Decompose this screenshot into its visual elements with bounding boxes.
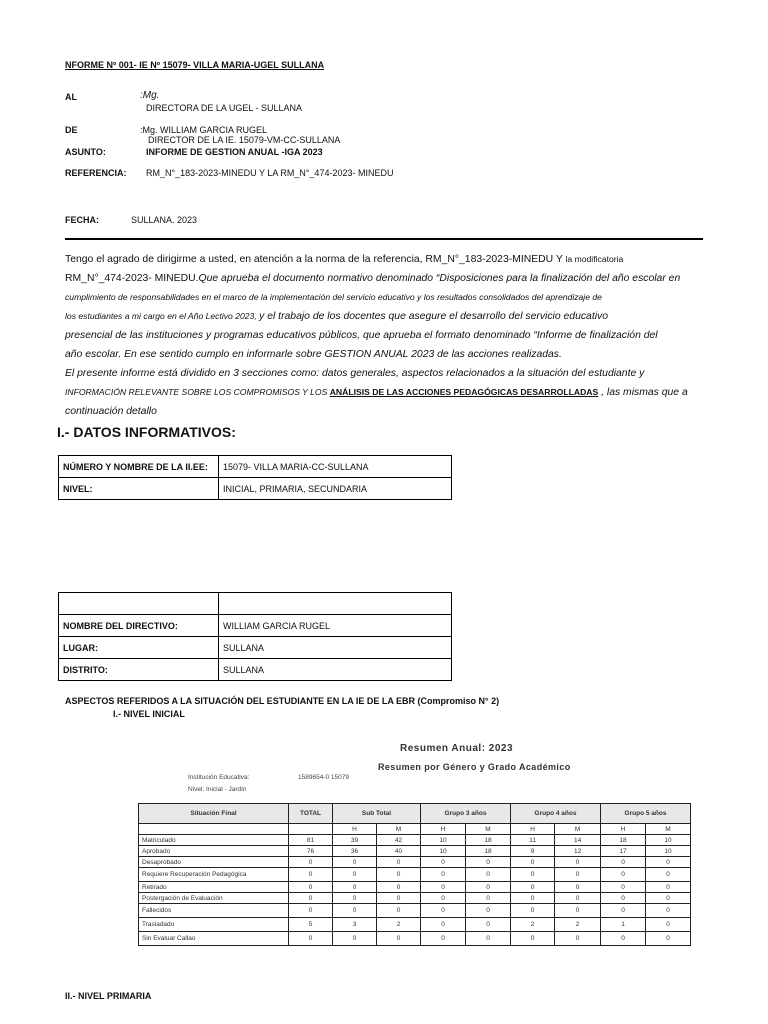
para-line-2: RM_N°_474-2023- MINEDU. (65, 273, 199, 284)
section-nivel-primaria-title: II.- NIVEL PRIMARIA (65, 991, 152, 1001)
table-cell: 0 (466, 868, 511, 882)
table-cell: 0 (421, 882, 466, 893)
table-cell: 5 (289, 918, 333, 932)
de-label: DE (65, 125, 78, 135)
table-cell: 0 (646, 857, 691, 868)
table-row (139, 835, 691, 846)
table-label: NIVEL: (59, 478, 219, 500)
table-cell: 3 (333, 918, 377, 932)
table-cell: 0 (466, 882, 511, 893)
empty-cell (139, 824, 289, 835)
para-line-1: Tengo el agrado de dirigirme a usted, en atención a la norma de la referencia, RM_N°_183-2023-MINEDU Y (65, 254, 566, 265)
asunto-value: INFORME DE GESTION ANUAL -IGA 2023 (146, 147, 323, 157)
table-cell: 0 (421, 904, 466, 918)
ie-value: 1589654-0 15079 (298, 774, 349, 781)
row-label: Matriculado (139, 835, 289, 846)
para-line-9: continuación detallo (65, 406, 157, 417)
table-cell: 0 (511, 868, 555, 882)
table-cell: 42 (377, 835, 421, 846)
para-line-4-small: los estudiantes a mi cargo en el Año Lectivo 2023, (65, 311, 260, 321)
resumen-subtitle: Resumen por Género y Grado Académico (378, 762, 571, 772)
table-cell: 0 (601, 904, 646, 918)
column-header: Situación Final (139, 804, 289, 824)
table-row (59, 637, 452, 659)
para-line-6: año escolar. En ese sentido cumplo en informarle sobre GESTION ANUAL 2023 de las acciones realizadas. (65, 349, 562, 360)
ie-label: Institución Educativa: (188, 774, 250, 781)
para-line-5: presencial de las instituciones y programas educativos públicos, que aprueba el formato denominado “Informe de finalización del (65, 330, 658, 341)
sub-header: M (377, 824, 421, 835)
table-row (139, 846, 691, 857)
table-cell: 0 (289, 857, 333, 868)
sub-header: H (421, 824, 466, 835)
table-cell: 0 (421, 918, 466, 932)
table-cell: 0 (466, 904, 511, 918)
row-label: Sin Evaluar Callao (139, 932, 289, 946)
table-cell: 0 (511, 882, 555, 893)
row-label: Requiere Recuperación Pedagógica (139, 868, 289, 882)
table-cell: 0 (555, 932, 601, 946)
table-cell: 0 (377, 857, 421, 868)
table-cell: 14 (555, 835, 601, 846)
table-cell: 2 (511, 918, 555, 932)
column-header: TOTAL (289, 804, 333, 824)
intro-paragraph (65, 250, 722, 421)
table-cell: 12 (555, 846, 601, 857)
table-cell: 39 (333, 835, 377, 846)
table-cell: 0 (333, 882, 377, 893)
table-cell: 0 (646, 918, 691, 932)
para-line-4: y el trabajo de los docentes que asegure el desarrollo del servicio educativo (259, 311, 608, 322)
table-cell: 10 (646, 835, 691, 846)
table-value: WILLIAM GARCIA RUGEL (219, 615, 452, 637)
table-row (139, 932, 691, 946)
table-cell: 36 (333, 846, 377, 857)
section-aspectos-title: ASPECTOS REFERIDOS A LA SITUACIÓN DEL ESTUDIANTE EN LA IE DE LA EBR (Compromiso N° 2) (65, 696, 500, 706)
table-cell: 0 (601, 868, 646, 882)
table-cell: 0 (555, 868, 601, 882)
table-value: SULLANA (219, 659, 452, 681)
section-datos-title: I.- DATOS INFORMATIVOS: (57, 424, 236, 440)
resumen-table (138, 803, 691, 946)
table-row (59, 659, 452, 681)
table-cell: 0 (289, 868, 333, 882)
column-header: Sub Total (333, 804, 421, 824)
table-cell: 0 (421, 857, 466, 868)
table-cell: 0 (466, 857, 511, 868)
table-value: SULLANA (219, 637, 452, 659)
para-line-8-caps: INFORMACIÓN RELEVANTE SOBRE LOS COMPROMISOS Y LOS (65, 387, 330, 397)
table-label: NÚMERO Y NOMBRE DE LA II.EE: (59, 456, 219, 478)
table-label: LUGAR: (59, 637, 219, 659)
table-cell: 0 (511, 904, 555, 918)
table-cell: 0 (466, 932, 511, 946)
table-cell: 0 (646, 882, 691, 893)
table-cell: 0 (421, 932, 466, 946)
de-value: :Mg. WILLIAM GARCIA RUGEL (140, 125, 268, 135)
table-row (59, 456, 452, 478)
row-label: Fallecidos (139, 904, 289, 918)
fecha-value: SULLANA. 2023 (131, 215, 198, 225)
table-cell: 0 (289, 893, 333, 904)
column-header: Grupo 3 años (421, 804, 511, 824)
para-line-3: cumplimiento de responsabilidades en el marco de la implementación del servicio educativo y los resultados consolidados del aprendizaje de (65, 292, 602, 302)
para-line-1-small: la modificatoria (565, 254, 624, 264)
row-label: Trasladado (139, 918, 289, 932)
table-cell: 40 (377, 846, 421, 857)
para-line-2-italic: Que aprueba el documento normativo denominado “Disposiciones para la finalización del año escolar en (198, 273, 681, 284)
resumen-title: Resumen Anual: 2023 (400, 743, 514, 754)
table-cell: 18 (466, 846, 511, 857)
table-cell: 0 (333, 893, 377, 904)
asunto-label: ASUNTO: (65, 147, 106, 157)
para-line-8-end: , las mismas que a (598, 387, 688, 398)
table-subheader-row (139, 824, 691, 835)
table-row (139, 893, 691, 904)
de-sub: DIRECTOR DE LA IE. 15079-VM-CC-SULLANA (148, 135, 341, 145)
table-value: INICIAL, PRIMARIA, SECUNDARIA (219, 478, 452, 500)
table-cell: 0 (377, 904, 421, 918)
table-cell: 0 (601, 882, 646, 893)
para-line-7: El presente informe está dividido en 3 secciones como: datos generales, aspectos relacionados a la situación del estudiante y (65, 368, 645, 379)
table-value: 15079- VILLA MARIA-CC-SULLANA (219, 456, 452, 478)
table-cell: 0 (511, 893, 555, 904)
table-cell: 0 (289, 932, 333, 946)
resumen-body (139, 835, 691, 946)
table-cell: 0 (421, 868, 466, 882)
table-header-row (139, 804, 691, 824)
para-line-8-underline: ANÁLISIS DE LAS ACCIONES PEDAGÓGICAS DESARROLLADAS (329, 387, 599, 397)
table-cell: 0 (646, 893, 691, 904)
table-row (59, 615, 452, 637)
table-cell: 0 (555, 904, 601, 918)
table-cell: 0 (333, 857, 377, 868)
table-cell: 9 (511, 846, 555, 857)
column-header: Grupo 4 años (511, 804, 601, 824)
header-divider (65, 238, 703, 240)
table-cell: 0 (377, 932, 421, 946)
table-cell: 0 (333, 904, 377, 918)
table-cell: 81 (289, 835, 333, 846)
table-row (139, 882, 691, 893)
sub-header: H (333, 824, 377, 835)
table-row (59, 478, 452, 500)
section-nivel-inicial-title: I.- NIVEL INICIAL (113, 709, 185, 719)
table-label: NOMBRE DEL DIRECTIVO: (59, 615, 219, 637)
table-cell: 0 (333, 868, 377, 882)
table-cell: 0 (555, 882, 601, 893)
report-title: NFORME Nº 001- IE Nº 15079- VILLA MARIA-UGEL SULLANA (65, 60, 325, 70)
column-header: Grupo 5 años (601, 804, 691, 824)
fecha-label: FECHA: (65, 215, 99, 225)
al-label: AL (65, 92, 77, 102)
table-cell: 17 (601, 846, 646, 857)
row-label: Desaprobado (139, 857, 289, 868)
table-cell: 0 (601, 857, 646, 868)
row-label: Postergación de Evaluación (139, 893, 289, 904)
table-cell: 0 (377, 893, 421, 904)
empty-cell (289, 824, 333, 835)
table-cell: 2 (555, 918, 601, 932)
table-cell: 0 (511, 932, 555, 946)
table-cell: 0 (601, 893, 646, 904)
row-label: Aprobado (139, 846, 289, 857)
referencia-label: REFERENCIA: (65, 168, 127, 178)
table-cell: 10 (421, 835, 466, 846)
table-cell: 0 (646, 868, 691, 882)
al-sub: DIRECTORA DE LA UGEL - SULLANA (146, 103, 303, 113)
table-cell: 2 (377, 918, 421, 932)
table-row (139, 857, 691, 868)
table-cell: 0 (333, 932, 377, 946)
table-cell: 10 (646, 846, 691, 857)
table-cell: 0 (466, 893, 511, 904)
table-cell: 0 (421, 893, 466, 904)
table-cell: 0 (466, 918, 511, 932)
table-cell: 0 (646, 904, 691, 918)
table-cell: 0 (377, 882, 421, 893)
table-cell: 0 (377, 868, 421, 882)
sub-header: M (555, 824, 601, 835)
datos-table (58, 455, 452, 500)
table-cell: 0 (646, 932, 691, 946)
nivel-label: Nivel: Inicial - Jardín (188, 786, 247, 793)
table-cell: 0 (555, 857, 601, 868)
al-value: :Mg. (140, 90, 160, 101)
referencia-value: RM_N°_183-2023-MINEDU Y LA RM_N°_474-2023- MINEDU (146, 168, 394, 178)
table-cell: 18 (466, 835, 511, 846)
table-cell: 0 (555, 893, 601, 904)
directivo-table (58, 592, 452, 681)
table-row (139, 868, 691, 882)
table-cell: 76 (289, 846, 333, 857)
table-label (59, 593, 219, 615)
table-cell: 0 (289, 904, 333, 918)
table-cell: 18 (601, 835, 646, 846)
table-row (59, 593, 452, 615)
table-value (219, 593, 452, 615)
sub-header: H (601, 824, 646, 835)
table-cell: 0 (511, 857, 555, 868)
table-cell: 10 (421, 846, 466, 857)
table-cell: 0 (289, 882, 333, 893)
table-row (139, 904, 691, 918)
table-cell: 11 (511, 835, 555, 846)
row-label: Retirado (139, 882, 289, 893)
table-row (139, 918, 691, 932)
sub-header: H (511, 824, 555, 835)
table-cell: 1 (601, 918, 646, 932)
table-label: DISTRITO: (59, 659, 219, 681)
sub-header: M (466, 824, 511, 835)
table-cell: 0 (601, 932, 646, 946)
sub-header: M (646, 824, 691, 835)
